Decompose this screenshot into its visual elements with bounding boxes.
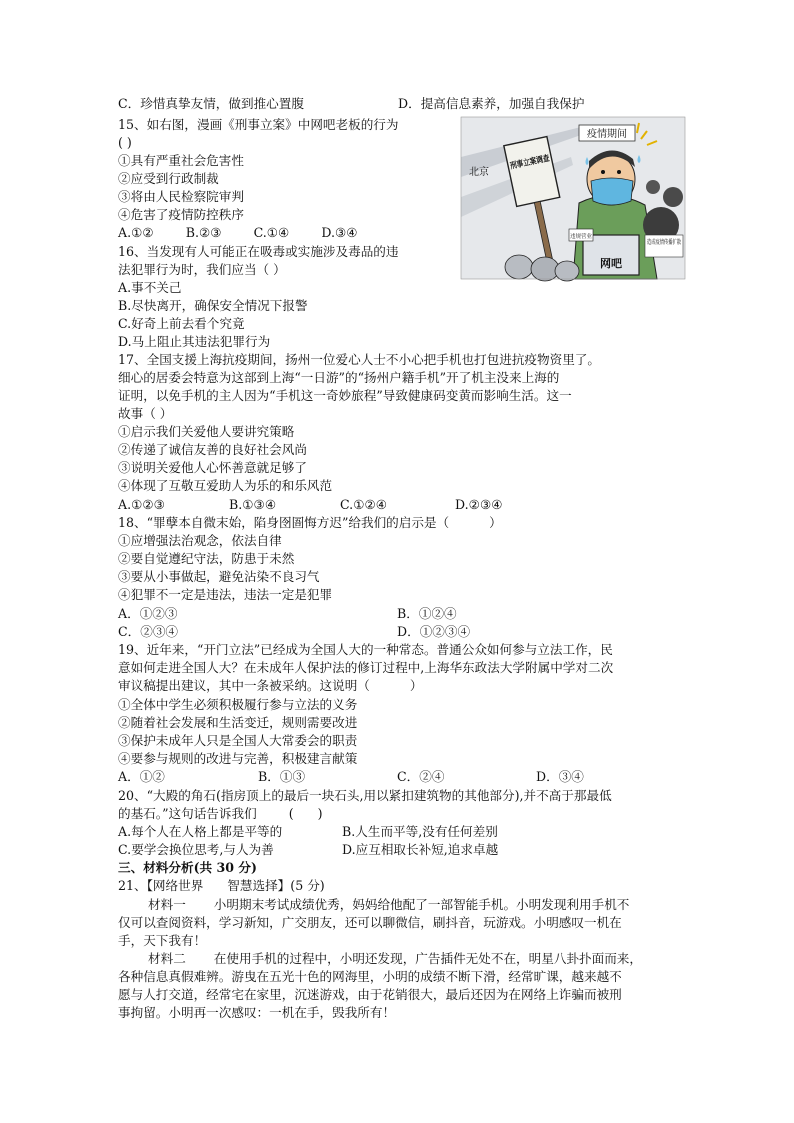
q17-item-1: ①启示我们关爱他人要讲究策略 [118, 424, 295, 439]
q15-stem: 15、如右图，漫画《刑事立案》中网吧老板的行为 [118, 117, 399, 132]
q15-item-1: ①具有严重社会危害性 [118, 153, 244, 168]
q17-stem-4: 故事（ ） [118, 406, 173, 421]
cartoon-city-char: 北京 [469, 167, 489, 178]
material-1-line-1: 材料一 小明期末考试成绩优秀，妈妈给他配了一部智能手机。小明发现利用手机不 [148, 897, 630, 912]
q19-item-3: ③保护未成年人只是全国人大常委会的职责 [118, 733, 358, 748]
cartoon-sign-text: 刑事立案调查 [509, 151, 562, 172]
cartoon-cafe-text: 网吧 [600, 257, 622, 270]
cartoon-virus-cloud [663, 187, 683, 207]
q17-option-a: A.①②③ [118, 497, 165, 512]
cartoon-police-helmet [505, 255, 533, 279]
q16-option-b: B.尽快离开，确保安全情况下报警 [118, 298, 308, 313]
q15-item-2: ②应受到行政制裁 [118, 171, 219, 186]
material-2-line-2: 各种信息真假难辨。游曳在五光十色的网海里，小明的成绩不断下滑，经常旷课，越来越不 [118, 969, 622, 984]
q17-item-3: ③说明关爱他人心怀善意就足够了 [118, 460, 307, 475]
q19-option-d: D．③④ [536, 769, 584, 784]
cartoon-top-label: 疫情期间 [587, 129, 627, 140]
material-1-line-3: 手，天下我有！ [118, 933, 207, 948]
q15-bracket: ( ) [118, 135, 132, 150]
q20-option-b: B.人生而平等,没有任何差别 [342, 824, 498, 839]
q16-option-d: D.马上阻止其违法犯罪行为 [118, 334, 271, 349]
q18-option-a: A．①②③ [118, 606, 178, 621]
q14-option-d: D．提高信息素养，加强自我保护 [398, 96, 585, 111]
q18-stem: 18、“罪孽本自微末始，陷身囹圄悔方迟”给我们的启示是（ ） [118, 515, 502, 530]
material-2-line-4: 事拘留。小明再一次感叹：一机在手，毁我所有！ [118, 1005, 396, 1020]
q19-option-b: B．①③ [258, 769, 306, 784]
q14-option-c: C．珍惜真挚友情，做到推心置腹 [118, 96, 304, 111]
cartoon-police-helmet [531, 257, 559, 281]
q15-options: A.①② B.②③ C.①④ D.③④ [118, 225, 358, 240]
q19-stem-2: 意如何走进全国人大？在未成年人保护法的修订过程中,上海华东政法大学附属中学对二次 [118, 660, 614, 675]
cartoon-man-eye [617, 170, 621, 174]
q15-item-4: ④危害了疫情防控秩序 [118, 207, 244, 222]
cartoon-man-eye [601, 170, 605, 174]
cartoon-illustration [461, 117, 696, 279]
cartoon-city-label [469, 165, 489, 178]
cartoon-spread-label: 造成疫情传播扩散 [647, 239, 696, 246]
q16-stem-2: 法犯罪行为时，我们应当（ ） [118, 262, 286, 277]
cartoon-virus-cloud [646, 180, 660, 194]
cartoon-man-mask [591, 178, 633, 205]
q17-option-c: C.①②④ [340, 497, 388, 512]
q18-item-3: ③要从小事做起，避免沾染不良习气 [118, 569, 320, 584]
q18-option-d: D．①②③④ [397, 624, 471, 639]
section-3-heading: 三、材料分析(共 30 分) [118, 860, 257, 875]
q16-stem-1: 16、当发现有人可能正在吸毒或实施涉及毒品的违 [118, 244, 399, 259]
q18-option-b: B．①②④ [397, 606, 457, 621]
q17-stem-2: 细心的居委会特意为这部到上海“一日游”的“扬州户籍手机”开了机主没来上海的 [118, 370, 560, 385]
q17-stem-1: 17、全国支援上海抗疫期间，扬州一位爱心人士不小心把手机也打包进抗疫物资里了。 [118, 352, 600, 367]
q17-item-2: ②传递了诚信友善的良好社会风尚 [118, 442, 307, 457]
q20-option-c: C.要学会换位思考,与人为善 [118, 842, 274, 857]
q19-option-a: A．①② [118, 769, 165, 784]
q18-item-4: ④犯罪不一定是违法，违法一定是犯罪 [118, 587, 333, 602]
material-1-line-2: 仅可以查阅资料，学习新知，广交朋友，还可以聊微信，刷抖音，玩游戏。小明感叹一机在 [118, 915, 622, 930]
q17-item-4: ④体现了互敬互爱助人为乐的和乐风范 [118, 478, 333, 493]
q17-option-d: D.②③④ [455, 497, 503, 512]
cartoon-illegal-text: 违规营业 [570, 234, 593, 240]
q21-heading: 21、【网络世界 智慧选择】(5 分) [118, 878, 325, 893]
q19-item-1: ①全体中学生必须积极履行参与立法的义务 [118, 697, 358, 712]
q20-option-d: D.应互相取长补短,追求卓越 [342, 842, 499, 857]
q18-item-1: ①应增强法治观念，依法自律 [118, 533, 282, 548]
q19-item-2: ②随着社会发展和生活变迁，规则需要改进 [118, 715, 358, 730]
q19-stem-3: 审议稿提出建议，其中一条被采纳。这说明（ ） [118, 678, 423, 693]
material-2-line-3: 愿与人打交道，经常宅在家里，沉迷游戏，由于花销很大，最后还因为在网络上诈骗而被刑 [118, 987, 622, 1002]
q19-item-4: ④要参与规则的改进与完善，积极建言献策 [118, 751, 358, 766]
q19-stem-1: 19、近年来，“开门立法”已经成为全国人大的一种常态。普通公众如何参与立法工作，民 [118, 642, 613, 657]
cartoon-police-helmet [555, 261, 579, 281]
q20-stem-1: 20、“大殿的角石(指房顶上的最后一块石头,用以紧扣建筑物的其他部分),并不高于那最低 [118, 788, 612, 803]
q20-stem-2: 的基石。”这句话告诉我们 ( ) [118, 806, 323, 821]
q20-option-a: A.每个人在人格上都是平等的 [118, 824, 283, 839]
q15-item-3: ③将由人民检察院审判 [118, 189, 244, 204]
q18-option-c: C．②③④ [118, 624, 179, 639]
q17-option-b: B.①③④ [229, 497, 277, 512]
material-2-line-1: 材料二 在使用手机的过程中，小明还发现，广告插件无处不在，明星八卦扑面而来， [148, 951, 642, 966]
q16-option-c: C.好奇上前去看个究竟 [118, 316, 245, 331]
q19-option-c: C．②④ [397, 769, 445, 784]
q16-option-a: A.事不关己 [118, 280, 182, 295]
q17-stem-3: 证明，以免手机的主人因为“手机这一奇妙旅程”导致健康码变黄而影响生活。这一 [118, 388, 572, 403]
q18-item-2: ②要自觉遵纪守法，防患于未然 [118, 551, 295, 566]
